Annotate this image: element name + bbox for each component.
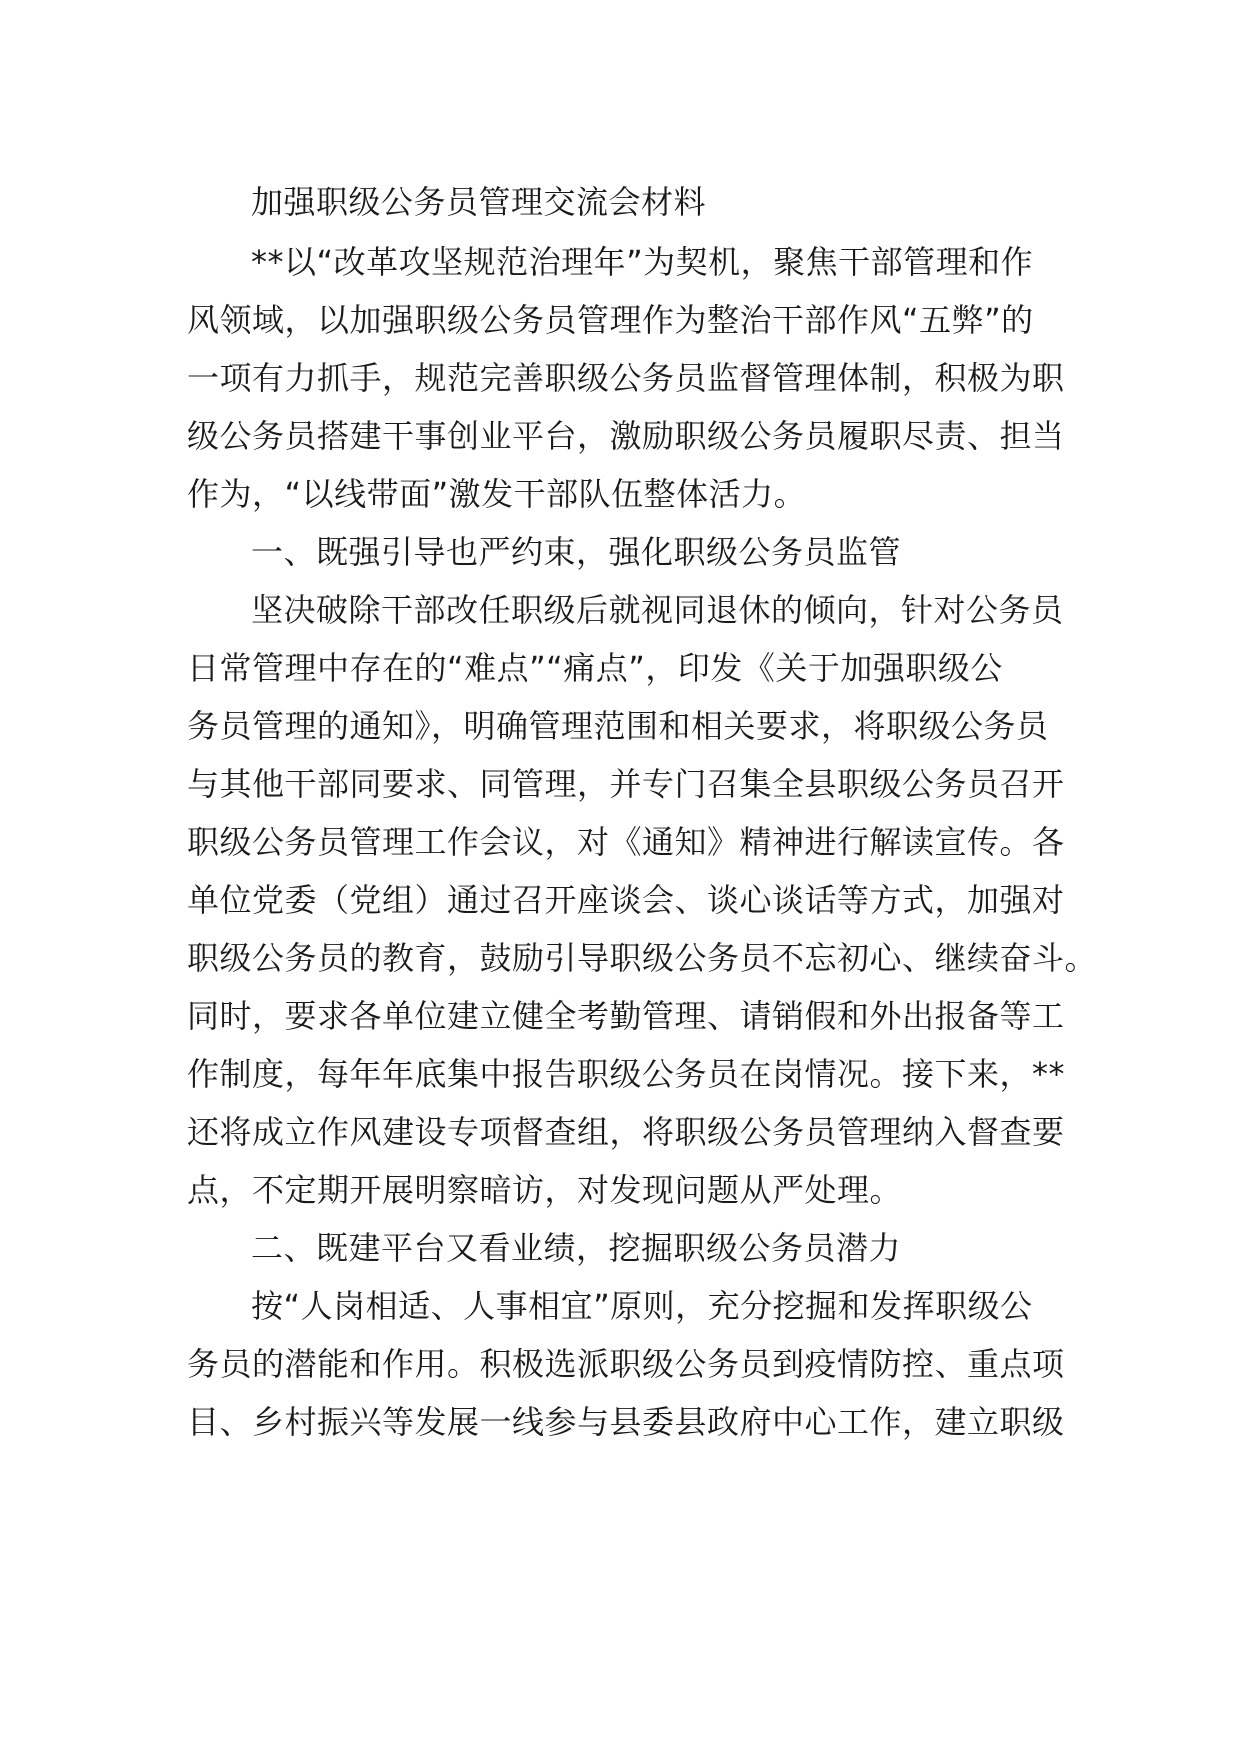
document-title: 加强职级公务员管理交流会材料: [251, 183, 707, 221]
paragraph-line: 务员的潜能和作用。积极选派职级公务员到疫情防控、重点项: [187, 1345, 1065, 1383]
paragraph-line: 按“人岗相适、人事相宜”原则，充分挖掘和发挥职级公: [251, 1287, 1033, 1325]
paragraph-line: 作为，“以线带面”激发干部队伍整体活力。: [187, 475, 807, 513]
paragraph-line: 作制度，每年年底集中报告职级公务员在岗情况。接下来，**: [187, 1055, 1066, 1093]
paragraph-line: 同时，要求各单位建立健全考勤管理、请销假和外出报备等工: [187, 997, 1065, 1035]
paragraph-line: 职级公务员管理工作会议，对《通知》精神进行解读宣传。各: [187, 823, 1065, 861]
paragraph-line: 级公务员搭建干事创业平台，激励职级公务员履职尽责、担当: [187, 417, 1065, 455]
paragraph-line: 一项有力抓手，规范完善职级公务员监督管理体制，积极为职: [187, 359, 1065, 397]
section-heading-2: 二、既建平台又看业绩，挖掘职级公务员潜力: [251, 1229, 902, 1267]
paragraph-line: **以“改革攻坚规范治理年”为契机，聚焦干部管理和作: [251, 243, 1034, 281]
paragraph-line: 点，不定期开展明察暗访，对发现问题从严处理。: [187, 1171, 903, 1209]
paragraph-line: 与其他干部同要求、同管理，并专门召集全县职级公务员召开: [187, 765, 1065, 803]
paragraph-line: 坚决破除干部改任职级后就视同退休的倾向，针对公务员: [251, 591, 1064, 629]
paragraph-line: 风领域，以加强职级公务员管理作为整治干部作风“五弊”的: [187, 301, 1034, 339]
paragraph-line: 日常管理中存在的“难点”“痛点”，印发《关于加强职级公: [187, 649, 1003, 687]
section-heading-1: 一、既强引导也严约束，强化职级公务员监管: [251, 533, 902, 571]
paragraph-line: 目、乡村振兴等发展一线参与县委县政府中心工作，建立职级: [187, 1403, 1065, 1441]
paragraph-line: 职级公务员的教育，鼓励引导职级公务员不忘初心、继续奋斗。: [187, 939, 1098, 977]
paragraph-line: 单位党委（党组）通过召开座谈会、谈心谈话等方式，加强对: [187, 881, 1065, 919]
paragraph-line: 还将成立作风建设专项督查组，将职级公务员管理纳入督查要: [187, 1113, 1065, 1151]
paragraph-line: 务员管理的通知》，明确管理范围和相关要求，将职级公务员: [187, 707, 1049, 745]
